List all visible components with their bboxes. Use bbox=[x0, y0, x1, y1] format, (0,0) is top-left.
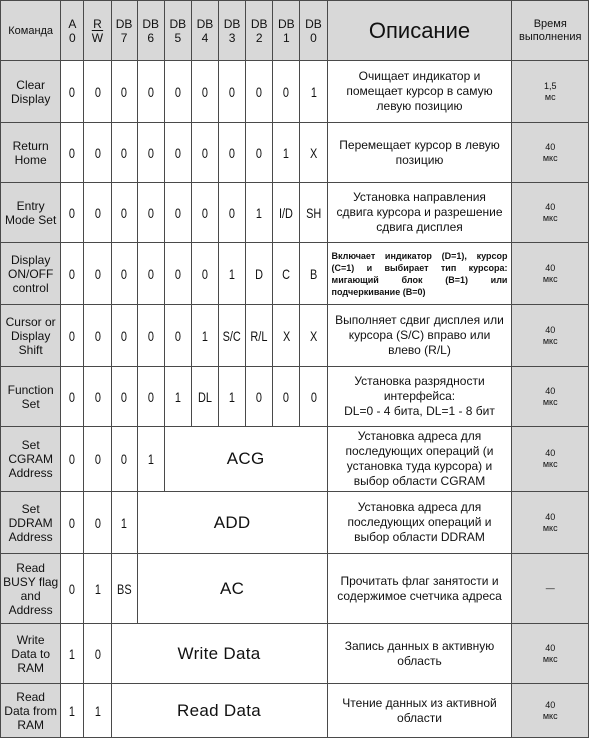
table-row bbox=[1, 243, 589, 305]
bit-cell: 0 bbox=[84, 367, 111, 427]
bit-cell: 0 bbox=[84, 183, 111, 243]
bit-cell: 0 bbox=[164, 243, 191, 305]
merged-bits-cell: Read Data bbox=[111, 684, 327, 738]
merged-bits-cell: ACG bbox=[164, 427, 327, 492]
command-name: Clear Display bbox=[1, 61, 61, 123]
bit-cell: DL bbox=[191, 367, 218, 427]
bit-cell: 0 bbox=[137, 243, 164, 305]
header-db3: DB 3 bbox=[219, 1, 246, 61]
header-db1: DB 1 bbox=[273, 1, 300, 61]
bit-cell: 0 bbox=[61, 554, 84, 624]
table-row bbox=[1, 427, 589, 492]
bit-cell: 0 bbox=[191, 183, 218, 243]
table-row bbox=[1, 305, 589, 367]
command-description: Очищает индикатор и помещает курсор в самую левую позицию bbox=[327, 61, 512, 123]
command-name: Display ON/OFF control bbox=[1, 243, 61, 305]
command-description: Установка адреса для последующих операций (и установка туда курсора) и выбор области CGRAM bbox=[327, 427, 512, 492]
command-name: Entry Mode Set bbox=[1, 183, 61, 243]
exec-time: 40 мкс bbox=[512, 123, 589, 183]
bit-cell: X bbox=[300, 305, 327, 367]
header-db2: DB 2 bbox=[246, 1, 273, 61]
exec-time: 1,5 мс bbox=[512, 61, 589, 123]
table-row bbox=[1, 492, 589, 554]
bit-cell: C bbox=[273, 243, 300, 305]
command-name: Return Home bbox=[1, 123, 61, 183]
bit-cell: 0 bbox=[246, 367, 273, 427]
bit-cell: 0 bbox=[111, 123, 137, 183]
command-description: Установка направления сдвига курсора и разрешение сдвига дисплея bbox=[327, 183, 512, 243]
bit-cell: 0 bbox=[84, 61, 111, 123]
header-a0: A 0 bbox=[61, 1, 84, 61]
bit-cell: 0 bbox=[246, 61, 273, 123]
bit-cell: 1 bbox=[219, 243, 246, 305]
bit-cell: 0 bbox=[219, 183, 246, 243]
exec-time: 40 мкс bbox=[512, 492, 589, 554]
bit-cell: BS bbox=[111, 554, 137, 624]
table-body bbox=[1, 61, 589, 738]
command-description: Запись данных в активную область bbox=[327, 624, 512, 684]
exec-time: 40 мкс bbox=[512, 305, 589, 367]
bit-cell: 0 bbox=[84, 243, 111, 305]
bit-cell: 0 bbox=[111, 427, 137, 492]
bit-cell: 1 bbox=[191, 305, 218, 367]
bit-cell: 0 bbox=[61, 492, 84, 554]
bit-cell: 0 bbox=[61, 183, 84, 243]
bit-cell: 0 bbox=[84, 624, 111, 684]
table-header-row bbox=[1, 1, 589, 61]
command-description: Установка разрядности интерфейса: DL=0 - 4 бита, DL=1 - 8 бит bbox=[327, 367, 512, 427]
bit-cell: 1 bbox=[61, 624, 84, 684]
bit-cell: 0 bbox=[164, 183, 191, 243]
bit-cell: 1 bbox=[273, 123, 300, 183]
bit-cell: 0 bbox=[137, 305, 164, 367]
bit-cell: 1 bbox=[61, 684, 84, 738]
bit-cell: 0 bbox=[111, 305, 137, 367]
command-name: Write Data to RAM bbox=[1, 624, 61, 684]
bit-cell: 1 bbox=[84, 554, 111, 624]
command-name: Read BUSY flag and Address bbox=[1, 554, 61, 624]
bit-cell: 0 bbox=[61, 61, 84, 123]
bit-cell: 0 bbox=[61, 123, 84, 183]
exec-time: 40 мкс bbox=[512, 367, 589, 427]
bit-cell: 0 bbox=[273, 367, 300, 427]
command-name: Set DDRAM Address bbox=[1, 492, 61, 554]
exec-time: 40 мкс bbox=[512, 243, 589, 305]
header-rw: R $\overline{W}$ bbox=[84, 1, 111, 61]
bit-cell: 0 bbox=[164, 305, 191, 367]
bit-cell: 0 bbox=[219, 123, 246, 183]
bit-cell: S/C bbox=[219, 305, 246, 367]
bit-cell: 0 bbox=[111, 243, 137, 305]
bit-cell: B bbox=[300, 243, 327, 305]
bit-cell: 0 bbox=[84, 492, 111, 554]
header-db7: DB 7 bbox=[111, 1, 137, 61]
header-exec-time: Время выполнения bbox=[512, 1, 589, 61]
table-row bbox=[1, 684, 589, 738]
bit-cell: 0 bbox=[84, 123, 111, 183]
command-name: Cursor or Display Shift bbox=[1, 305, 61, 367]
bit-cell: 0 bbox=[84, 305, 111, 367]
bit-cell: 1 bbox=[111, 492, 137, 554]
exec-time: 40 мкс bbox=[512, 427, 589, 492]
bit-cell: 0 bbox=[191, 61, 218, 123]
table-row bbox=[1, 624, 589, 684]
bit-cell: 0 bbox=[111, 367, 137, 427]
table-row bbox=[1, 367, 589, 427]
table-row bbox=[1, 123, 589, 183]
bit-cell: 0 bbox=[246, 123, 273, 183]
bit-cell: 1 bbox=[137, 427, 164, 492]
command-description: Прочитать флаг занятости и содержимое счетчика адреса bbox=[327, 554, 512, 624]
bit-cell: 0 bbox=[137, 123, 164, 183]
header-db6: DB 6 bbox=[137, 1, 164, 61]
bit-cell: 0 bbox=[164, 123, 191, 183]
command-description: Чтение данных из активной области bbox=[327, 684, 512, 738]
bit-cell: 0 bbox=[273, 61, 300, 123]
bit-cell: 0 bbox=[137, 183, 164, 243]
bit-cell: 0 bbox=[61, 427, 84, 492]
merged-bits-cell: Write Data bbox=[111, 624, 327, 684]
bit-cell: 1 bbox=[219, 367, 246, 427]
exec-time: 40 мкс bbox=[512, 183, 589, 243]
bit-cell: X bbox=[300, 123, 327, 183]
bit-cell: 0 bbox=[61, 305, 84, 367]
bit-cell: 0 bbox=[191, 123, 218, 183]
table-row bbox=[1, 183, 589, 243]
bit-cell: 1 bbox=[164, 367, 191, 427]
table-row bbox=[1, 554, 589, 624]
merged-bits-cell: ADD bbox=[137, 492, 327, 554]
command-name: Read Data from RAM bbox=[1, 684, 61, 738]
bit-cell: 0 bbox=[61, 367, 84, 427]
bit-cell: 1 bbox=[246, 183, 273, 243]
header-db5: DB 5 bbox=[164, 1, 191, 61]
bit-cell: 0 bbox=[111, 183, 137, 243]
command-description: Перемещает курсор в левую позицию bbox=[327, 123, 512, 183]
bit-cell: D bbox=[246, 243, 273, 305]
table-row bbox=[1, 61, 589, 123]
header-command: Команда bbox=[1, 1, 61, 61]
command-name: Set CGRAM Address bbox=[1, 427, 61, 492]
bit-cell: 0 bbox=[111, 61, 137, 123]
header-db0: DB 0 bbox=[300, 1, 327, 61]
bit-cell: 0 bbox=[300, 367, 327, 427]
bit-cell: 1 bbox=[300, 61, 327, 123]
exec-time: 40 мкс bbox=[512, 624, 589, 684]
header-db4: DB 4 bbox=[191, 1, 218, 61]
command-description: Включает индикатор (D=1), курсор (C=1) и выбирает тип курсора: мигающий блок (B=1) или подчеркивание (B=0) bbox=[327, 243, 512, 305]
bit-cell: 0 bbox=[191, 243, 218, 305]
bit-cell: 0 bbox=[164, 61, 191, 123]
header-description: Описание bbox=[327, 1, 512, 61]
exec-time: — bbox=[512, 554, 589, 624]
command-description: Установка адреса для последующих операций и выбор области DDRAM bbox=[327, 492, 512, 554]
bit-cell: 0 bbox=[137, 367, 164, 427]
exec-time: 40 мкс bbox=[512, 684, 589, 738]
bit-cell: I/D bbox=[273, 183, 300, 243]
command-description: Выполняет сдвиг дисплея или курсора (S/C) вправо или влево (R/L) bbox=[327, 305, 512, 367]
bit-cell: 0 bbox=[219, 61, 246, 123]
bit-cell: R/L bbox=[246, 305, 273, 367]
command-name: Function Set bbox=[1, 367, 61, 427]
bit-cell: 0 bbox=[61, 243, 84, 305]
bit-cell: X bbox=[273, 305, 300, 367]
merged-bits-cell: AC bbox=[137, 554, 327, 624]
bit-cell: 0 bbox=[137, 61, 164, 123]
bit-cell: SH bbox=[300, 183, 327, 243]
bit-cell: 0 bbox=[84, 427, 111, 492]
bit-cell: 1 bbox=[84, 684, 111, 738]
